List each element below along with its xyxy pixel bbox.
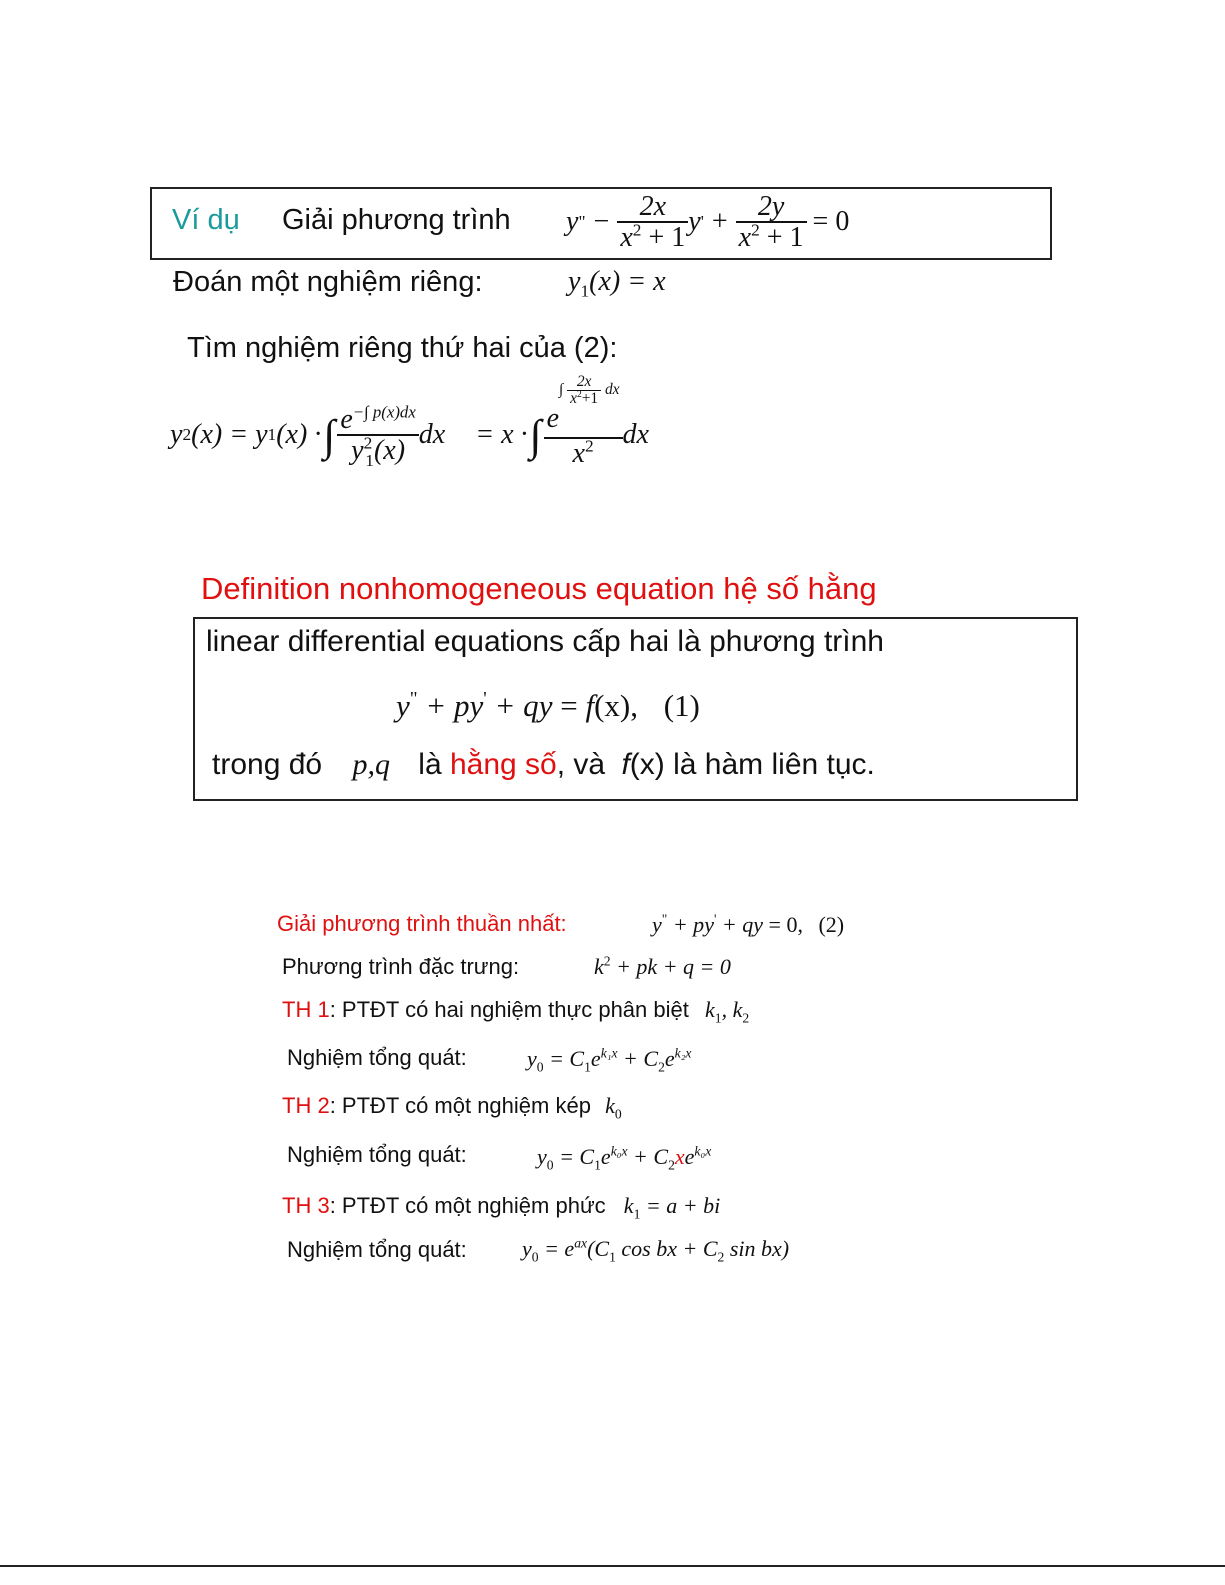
bottom-rule bbox=[0, 1565, 1225, 1567]
case-2: TH 2: PTĐT có một nghiệm kép $k_0$ bbox=[282, 1093, 622, 1122]
example-text: Giải phương trình bbox=[282, 204, 511, 236]
guess-text: Đoán một nghiệm riêng: bbox=[173, 266, 483, 298]
guess-equation: $y_1(x) = x$ bbox=[568, 266, 666, 301]
eq-y: y bbox=[566, 206, 579, 237]
definition-line-3: trong đó p,q là hằng số, và f(x) là hàm liên tục. bbox=[212, 748, 875, 781]
homogeneous-equation: y" + py' + qy = 0, (2) bbox=[652, 911, 845, 937]
definition-line-1: linear differential equations cấp hai là phương trình bbox=[206, 625, 884, 658]
case-3-general-label: Nghiệm tổng quát: bbox=[287, 1237, 467, 1262]
case-3: TH 3: PTĐT có một nghiệm phức $k_1 = a$ + bi bbox=[282, 1193, 721, 1222]
case-1: TH 1: PTĐT có hai nghiệm thực phân biệt $k_1$, $k_2$ bbox=[282, 997, 750, 1026]
characteristic-equation: $k^2$ + pk + q = 0 bbox=[594, 953, 731, 979]
fraction-2: $\frac{2y}{x^2 + 1}$ bbox=[736, 192, 807, 253]
case-1-general-label: Nghiệm tổng quát: bbox=[287, 1045, 467, 1070]
second-solution-formula: y 2 (x) = y 1 (x) · ∫ $\frac{e^{-\int p(x)dx}}{y^2_1(x)}$ dx = x · ∫ e∫ $\frac{2x}{x^2+1}$ dx $x^2$ dx bbox=[170, 372, 649, 470]
example-label: Ví dụ bbox=[172, 204, 240, 236]
definition-equation: y" + py' + qy = f(x), (1) bbox=[396, 688, 700, 723]
homogeneous-title: Giải phương trình thuần nhất: bbox=[277, 911, 567, 936]
fraction-1: $\frac{2x}{x^2 + 1}$ bbox=[617, 192, 688, 253]
case-2-general-label: Nghiệm tổng quát: bbox=[287, 1142, 467, 1167]
case-3-solution: $y_0 = e^{ax}(C_1$ cos bx + $C_2$ sin bx) bbox=[522, 1235, 790, 1265]
definition-title: Definition nonhomogeneous equation hệ số hằng bbox=[201, 571, 877, 606]
characteristic-label: Phương trình đặc trưng: bbox=[282, 954, 520, 979]
case-2-solution: $y_0 = C_1e^{k_0x} + C_2xe^{k_0x}$ bbox=[537, 1143, 712, 1173]
second-solution-text: Tìm nghiệm riêng thứ hai của (2): bbox=[187, 332, 618, 364]
example-equation: y " − $\frac{2x}{x^2 + 1}$ y ' + $\frac{2y}{x^2 + 1}$ = 0 bbox=[566, 190, 850, 253]
case-1-solution: $y_0 = C_1e^{k_1x} + C_2e^{k_2x}$ bbox=[527, 1045, 692, 1075]
